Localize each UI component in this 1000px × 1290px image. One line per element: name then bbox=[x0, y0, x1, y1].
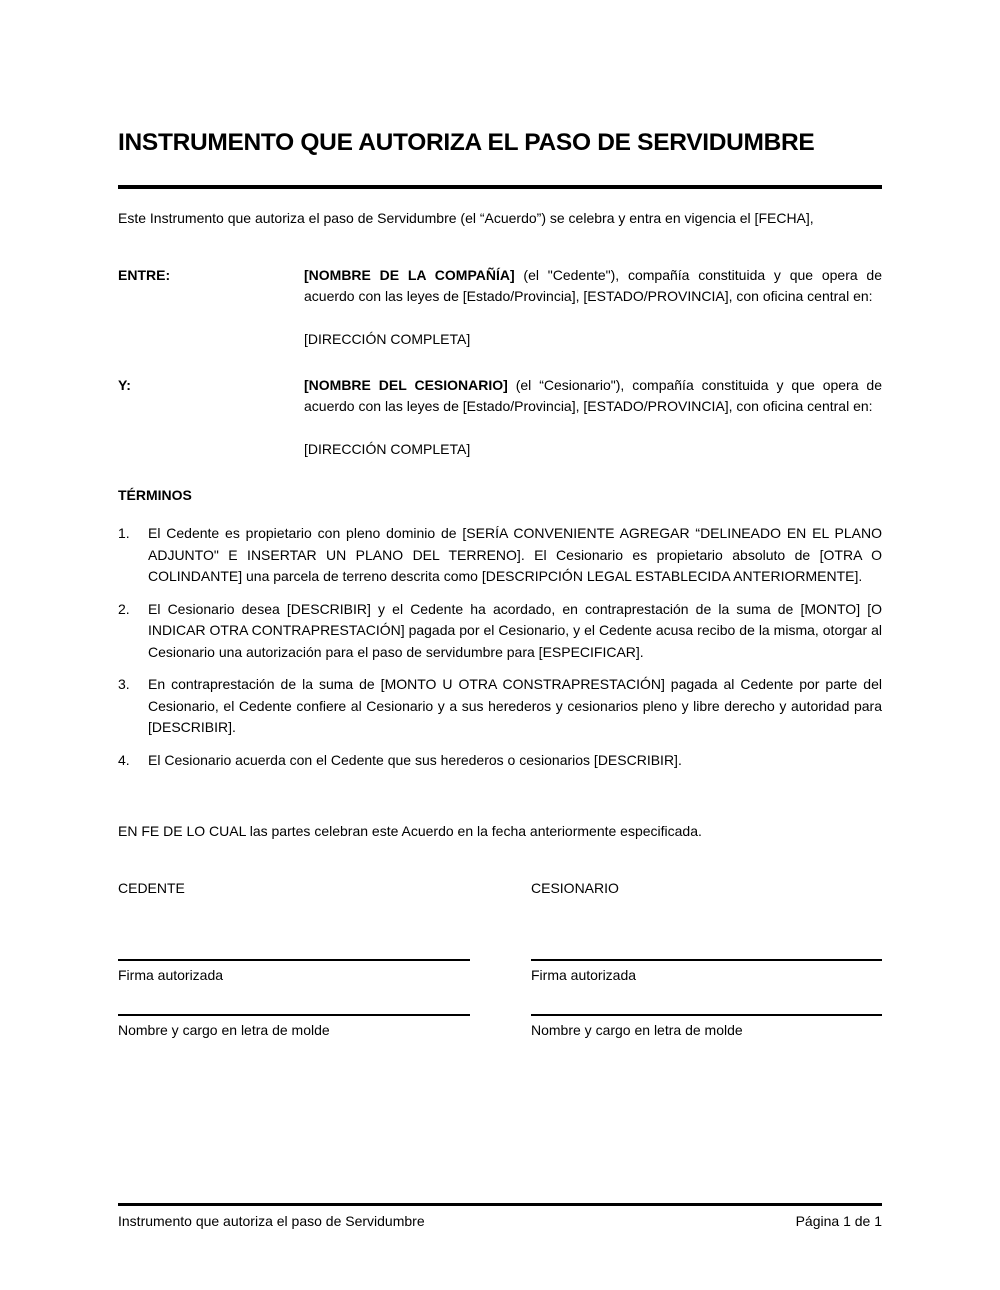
name-col-cesionario bbox=[531, 1014, 882, 1042]
party-block-grantor bbox=[118, 265, 882, 351]
signature-headings bbox=[118, 878, 882, 900]
terms-heading: TÉRMINOS bbox=[118, 486, 192, 503]
address-placeholder-grantor: [DIRECCIÓN COMPLETA] bbox=[304, 331, 471, 347]
party-label-entre: ENTRE: bbox=[118, 266, 171, 283]
signature-label: Firma autorizada bbox=[531, 967, 637, 983]
signature-row-nombre bbox=[118, 1014, 882, 1042]
party-label-y: Y: bbox=[118, 376, 131, 393]
cesionario-heading: CESIONARIO bbox=[531, 879, 619, 896]
term-text: El Cesionario desea [DESCRIBIR] y el Cedente ha acordado, en contraprestación de la suma de [MONTO] [O INDICAR OTRA CONTRAPRESTACIÓN] pagada por el Cesionario, y el Cedente acusa recibo de la misma, otorgar al Cesionario una autorización para el paso de servidumbre para [ESPECIFICAR]. bbox=[148, 600, 882, 660]
grantee-name-placeholder: [NOMBRE DEL CESIONARIO] bbox=[304, 376, 508, 393]
cedente-heading: CEDENTE bbox=[118, 879, 185, 896]
term-text: El Cesionario acuerda con el Cedente que sus herederos o cesionarios [DESCRIBIR]. bbox=[148, 751, 682, 768]
document-title: INSTRUMENTO QUE AUTORIZA EL PASO DE SERVIDUMBRE bbox=[118, 129, 815, 156]
term-item-2 bbox=[118, 599, 882, 664]
party-description-grantee bbox=[304, 375, 882, 418]
party-description-rest: (el “Cesionario"), compañía constituida y que opera de acuerdo con las leyes de [Estado/Provincia], [ESTADO/PROVINCIA], con oficina central en: bbox=[304, 376, 882, 414]
party-description-rest: (el "Cedente"), compañía constituida y que opera de acuerdo con las leyes de [Estado/Provincia], [ESTADO/PROVINCIA], con oficina central en: bbox=[304, 266, 882, 304]
footer-document-name: Instrumento que autoriza el paso de Servidumbre bbox=[118, 1213, 425, 1229]
company-name-placeholder: [NOMBRE DE LA COMPAÑÍA] bbox=[304, 266, 515, 283]
party-block-grantee bbox=[118, 375, 882, 461]
term-item-3 bbox=[118, 674, 882, 739]
term-item-4 bbox=[118, 750, 882, 772]
signature-col-cesionario bbox=[531, 959, 882, 987]
address-placeholder-grantee: [DIRECCIÓN COMPLETA] bbox=[304, 441, 471, 457]
term-number: 3. bbox=[118, 676, 130, 692]
signature-label: Firma autorizada bbox=[118, 967, 224, 983]
name-title-label: Nombre y cargo en letra de molde bbox=[531, 1021, 743, 1038]
party-body-grantee bbox=[304, 375, 882, 461]
signature-row-firma bbox=[118, 959, 882, 987]
term-number: 2. bbox=[118, 600, 130, 617]
document-page bbox=[118, 0, 882, 1290]
name-col-cedente bbox=[118, 1014, 470, 1042]
signature-col-cedente bbox=[118, 959, 470, 987]
term-text: El Cedente es propietario con pleno dominio de [SERÍA CONVENIENTE AGREGAR “DELINEADO EN EL PLANO ADJUNTO" E INSERTAR UN PLANO DEL TERRENO]. El Cesionario es propietario absoluto de [OTRA O COLINDANTE] una parcela de terreno descrita como [DESCRIPCIÓN LEGAL ESTABLECIDA ANTERIORMENTE]. bbox=[148, 525, 882, 584]
footer-text bbox=[118, 1206, 882, 1233]
term-number: 1. bbox=[118, 525, 130, 541]
footer-page-number: Página 1 de 1 bbox=[795, 1213, 882, 1229]
page-footer bbox=[118, 1203, 882, 1233]
title-divider bbox=[118, 185, 882, 189]
closing-statement: EN FE DE LO CUAL las partes celebran este Acuerdo en la fecha anteriormente especificada. bbox=[118, 823, 702, 839]
name-title-label: Nombre y cargo en letra de molde bbox=[118, 1021, 330, 1038]
intro-paragraph: Este Instrumento que autoriza el paso de Servidumbre (el “Acuerdo”) se celebra y entra en vigencia el [FECHA], bbox=[118, 210, 814, 226]
term-number: 4. bbox=[118, 751, 130, 768]
party-description-grantor bbox=[304, 265, 882, 308]
term-item-1 bbox=[118, 523, 882, 588]
party-body-grantor bbox=[304, 265, 882, 351]
term-text: En contraprestación de la suma de [MONTO U OTRA CONSTRAPRESTACIÓN] pagada al Cedente por parte del Cesionario, el Cedente confiere al Cesionario y a sus herederos y cesionarios pleno y libre derecho y autoridad para [DESCRIBIR]. bbox=[148, 676, 882, 735]
